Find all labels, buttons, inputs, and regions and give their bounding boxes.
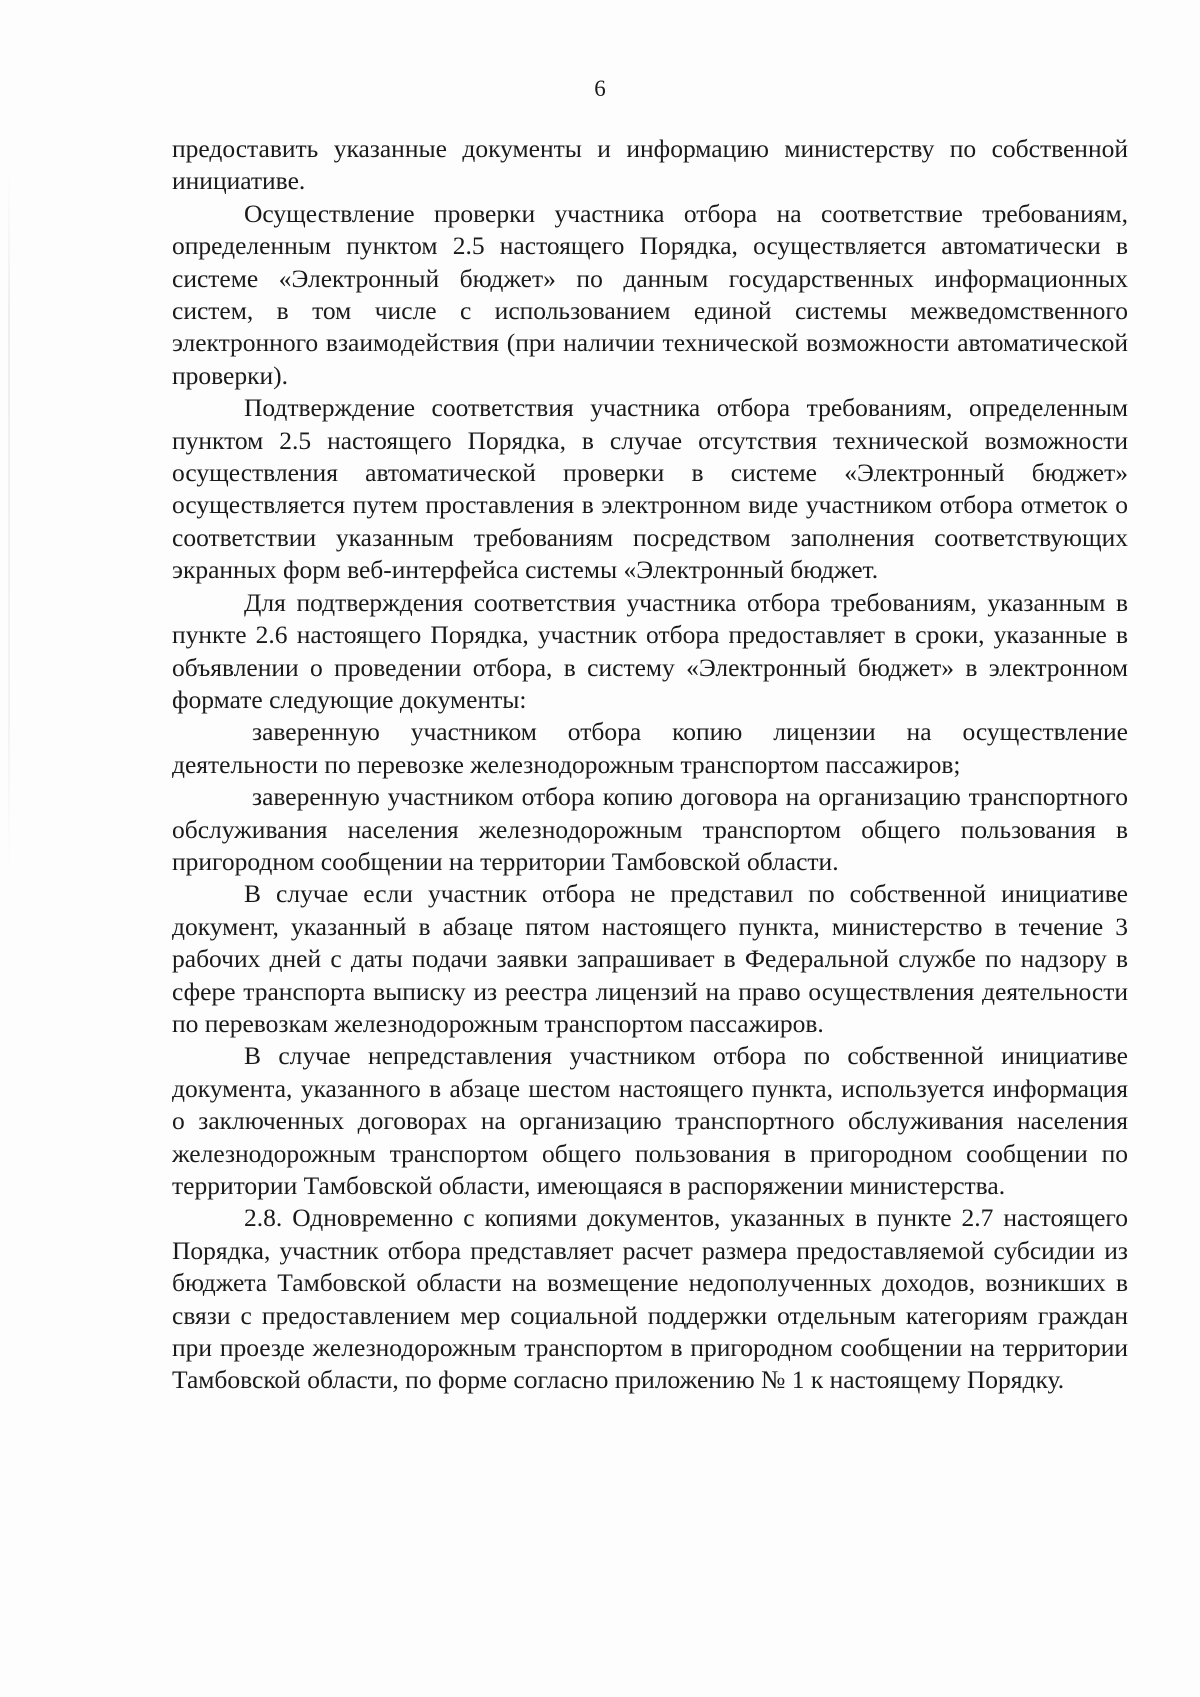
document-body [172,133,1128,1397]
paragraph-license-request: В случае если участник отбора не представил по собственной инициативе документ, указанный в абзаце пятом настоящего пункта, министерство в течение 3 рабочих дней с даты подачи заявки запрашивает в Федеральной службе по надзору в сфере транспорта выписку из реестра лицензий на право осуществления деятельности по перевозкам железнодорожным транспортом пассажиров. [172,879,1128,1038]
paragraph-license-copy: заверенную участником отбора копию лицензии на осуществление деятельности по перевозке железнодорожным транспортом пассажиров; [172,717,1128,779]
page-number: 6 [594,76,606,101]
paragraph-confirmation: Подтверждение соответствия участника отбора требованиям, определенным пунктом 2.5 настоящего Порядка, в случае отсутствия технической возможности осуществления автоматической проверки в системе «Электронный бюджет» осуществляется путем проставления в электронном виде участником отбора отметок о соответствии указанным требованиям посредством заполнения соответствующих экранных форм веб-интерфейса системы «Электронный бюджет. [172,393,1128,585]
paragraph-automatic-check: Осуществление проверки участника отбора на соответствие требованиям, определенным пунктом 2.5 настоящего Порядка, осуществляется автоматически в системе «Электронный бюджет» по данным государственных информационных систем, в том числе с использованием единой системы межведомственного электронного взаимодействия (при наличии технической возможности автоматической проверки). [172,198,1128,390]
paragraph-section-2-8: 2.8. Одновременно с копиями документов, указанных в пункте 2.7 настоящего Порядка, участник отбора представляет расчет размера предоставляемой субсидии из бюджета Тамбовской области на возмещение недополученных доходов, возникших в связи с предоставлением мер социальной поддержки отдельным категориям граждан при проезде железнодорожным транспортом в пригородном сообщении на территории Тамбовской области, по форме согласно приложению № 1 к настоящему Порядку. [172,1203,1128,1395]
scan-edge-shadow [8,170,10,870]
paragraph-documents-list-intro: Для подтверждения соответствия участника отбора требованиям, указанным в пункте 2.6 настоящего Порядка, участник отбора предоставляет в сроки, указанные в объявлении о проведении отбора, в систему «Электронный бюджет» в электронном формате следующие документы: [172,587,1128,714]
paragraph-contract-info: В случае непредставления участником отбора по собственной инициативе документа, указанного в абзаце шестом настоящего пункта, используется информация о заключенных договорах на организацию транспортного обслуживания населения железнодорожным транспортом общего пользования в пригородном сообщении по территории Тамбовской области, имеющаяся в распоряжении министерства. [172,1041,1128,1200]
paragraph-continuation: предоставить указанные документы и информацию министерству по собственной инициативе. [172,134,1128,196]
paragraph-contract-copy: заверенную участником отбора копию договора на организацию транспортного обслуживания населения железнодорожным транспортом общего пользования в пригородном сообщении на территории Тамбовской области. [172,782,1128,876]
